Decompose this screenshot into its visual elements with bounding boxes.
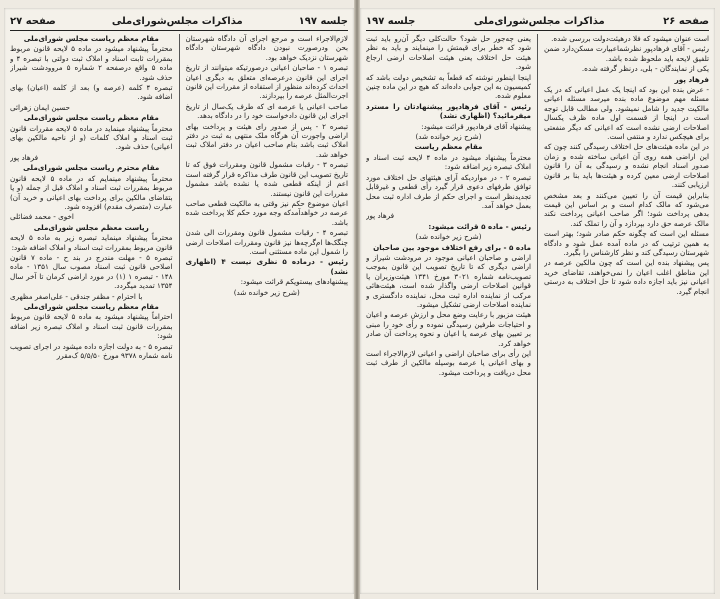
signature: حسین ایمان زهرائی — [10, 102, 70, 112]
left-page-header — [10, 12, 348, 31]
paragraph: تبصره ۴ کلمه (عرصه و) بعد از کلمه (اعیان) بهای اضافه شود. — [10, 83, 173, 102]
letter-heading: مقام محترم ریاست مجلس شورای‌ملی — [23, 163, 160, 173]
column-rule — [179, 34, 180, 590]
paragraph: یعنی چه‌جور حل شود؟ حالت‌کلی دیگر آن‌رو باید ثبت شود که خطر برای قیمتش را مینمایند و باید به نظر هیئت حل اختلاف یعنی هیئت اصلاحات ارضی ارجاع شود. — [366, 34, 531, 72]
right-page-header — [366, 12, 709, 31]
speaker-line: فرهاد پور — [674, 74, 709, 84]
speaker-line: رئیس - ماده ۵ قرائت میشود: — [428, 221, 531, 231]
paragraph: اینجا اینطور نوشته که قطعاً به تشخیص دولت باشد که کمیسیون به این جوابی داده‌اند که هیچ در این ماده چنین معلوم شده. — [366, 72, 531, 101]
signature: اخوی - محمد فضائلی — [10, 212, 74, 222]
letter-heading: مقام معظم ریاست مجلس شورای‌ملی — [23, 301, 159, 311]
reading-note: (شرح زیر خوانده شد) — [233, 287, 300, 297]
paragraph: پس پیشنهاد بنده این است که چون مالکین عرصه در این مناطق اغلب اعیان را نمی‌خواهند، تقاضای خرید اعیانی نیز باید اجازه داده شود تا حل اختلاف به درستی انجام گیرد. — [544, 258, 709, 296]
paragraph: این رأی برای صاحبان اراضی و اعیانی لازم‌الاجراء است و بهای اعیانی یا عرصه بوسیله مالکین از طرف ثبت محل دریافت و پرداخت میشود. — [366, 349, 531, 377]
column — [10, 34, 173, 590]
reading-note: (شرح زیر خوانده شد) — [415, 132, 482, 142]
paragraph: تبصره ۵ - مهلت مندرج در بند ح - ماده ۷ قانون اصلاحی قانون ثبت اسناد مصوب سال ۱۳۵۱ - ماده ۱۴۸ - تبصره ۱ (۱) در مورد اراضی کرمان تا آخر سال ۱۳۵۴ تمدید میگردد. — [10, 252, 173, 291]
paragraph: پیشنهاد آقای فرهادپور قرائت میشود: — [421, 121, 531, 131]
paragraph: پیشنهادهای بیستویکم قرائت میشود: — [240, 277, 348, 287]
session-label: جلسه ۱۹۷ — [298, 15, 348, 27]
left-page-columns — [10, 34, 348, 590]
signature: فرهاد پور — [366, 211, 395, 221]
letter-heading: مقام معظم ریاست — [414, 142, 483, 152]
right-page-columns — [366, 34, 709, 590]
paragraph: تبصره ۳ - رقبات مشمول قانون ومقررات فوق که تا تاریخ تصویب این قانون طرف مذاکره قرار گرفته است اعم از اینکه قطعی شده یا نشده باشد مشمول مقررات این قانون نیستند. — [185, 160, 348, 198]
reading-note: (شرح زیر خوانده شد) — [415, 232, 482, 242]
paragraph: تبصره ۵ - به دولت اجازه داده میشود در اجرای تصویب نامه شماره ۹۳۷۸ مورخ ۵/۵/۵۰ ک‌مقرر — [10, 341, 173, 360]
letter-heading: ریاست معظم مجلس شورای‌ملی — [33, 222, 149, 232]
running-title: مذاکرات مجلس‌شورای‌ملی — [473, 15, 605, 27]
column — [544, 34, 709, 590]
paragraph: مسئله این است که چگونه حکم صادر شود؛ بهتر است به همین ترتیب که در ماده آمده عمل شود و دادگاه شهرستان رسیدگی کند و نظر کارشناس را بگیرد. — [544, 229, 709, 257]
paragraph: محترماً پیشنهاد مینماید در ماده ۵ لایحه مقررات قانون ثبت اسناد و املاک کلمات (و از ناحیه مالکین بهای اعیانی) حذف شود. — [10, 123, 173, 152]
speaker-line: ماده ۵ - برای رفع اختلاف موجود بین صاحبان — [373, 242, 531, 252]
paragraph: رئیس - آقای فرهادپور نظرشماعبیارت مسکن‌دارد ضمن تلفیق لایحه باید ملحوظ شده باشد. — [544, 44, 709, 63]
paragraph: در این ماده هیئت‌های حل اختلاف رسیدگی کنند چون که این اراضی همه روی آن اعیانی ساخته شده و زمان صدور اسناد انجام نشده و رسیدگی به آن را قانون اصلاحات ارضی معین کرده و هیئت‌ها باید بنا بر قانون ارزیابی کنند. — [544, 142, 709, 190]
paragraph: محترماً پیشنهاد مینماید تبصره زیر به ماده ۵ لایحه قانون مربوط بمقررات ثبت اسناد و املاک اضافه شود: — [10, 233, 173, 252]
paragraph: - عرض بنده این بود که اینجا یک عمل اعیانی که در یک مسئله مهم موضوع ماده بنده میرسد مسئله اعیانی مالکیت جدید را شامل نمیشود. ولی مطالب قابل توجه است در اینجا از قسمت اول ماده ظرف یکسال اصلاحات ارضی نشده است که اعیانی که دیگر منفعتی برای هیچکس ندارد و منتفی است. — [544, 85, 709, 142]
letter-heading: مقام معظم ریاست مجلس شورای‌ملی — [23, 113, 159, 123]
signature: فرهاد پور — [10, 152, 39, 162]
paragraph: تبصره ۲ - پس از صدور رای هیئت و پرداخت بهای اراضی واجورت آن هرگاه ملک منتهی به ثبت در دفتر املاک ثبت باشد بنام صاحب اعیان در دفتر املاک ثبت خواهد شد. — [185, 121, 348, 159]
speaker-line: رئیس - آقای فرهادپور پیشنهادتان را مسترد میفرمائید؟ (اظهاری نشد) — [366, 101, 531, 121]
paragraph: است عنوان میشود که فلا درهیئت‌دولت بررسی شده. — [551, 34, 709, 43]
paragraph: صاحب اعیانی یا عرصه ای که طرف یک‌سال از تاریخ اجرای این قانون دادخواست خود را در دادگاه بدهد. — [185, 101, 348, 121]
right-page — [360, 8, 715, 594]
paragraph: لازم‌الاجراء است و مرجع اجرای آن دادگاه شهرستان بحن ودرصورت نبودن دادگاه شهرستان دادگاه شهرستان نزدیک خواهد بود. — [185, 34, 348, 62]
paragraph: محترماً پیشنهاد میشود در ماده ۵ لایحه قانون مربوط بمقررات ثابت اسناد و املاک ثبت دولتی با تبصره ۴ و ماده ۵ واقع درصفحه ۲ شماره ۵ مروودشت شیراز حذف شود. — [10, 44, 173, 82]
column — [366, 34, 531, 590]
column — [186, 34, 349, 590]
signature: با احترام - مظفر جندقی - علی‌اصغر مظهری — [10, 291, 143, 301]
speaker-line: رئیس - درماده ۵ نظری نیست ۴ (اظهاری نشد) — [185, 257, 348, 276]
running-title: مذاکرات مجلس‌شورای‌ملی — [111, 15, 243, 27]
paragraph: تبصره ۱ - صاحبان اعیانی درصورتیکه میتوانند از تاریخ اجرای این قانون درعرصه‌ای متعلق به دیگری اعیان احداث کرده‌اند منظور از استفاده از مقررات این قانون اجرت‌المثل عرصه را بپردازند. — [185, 63, 348, 101]
letter-heading: مقام معظم ریاست مجلس شورای‌ملی — [23, 34, 159, 43]
page-number: صفحه ۲۶ — [663, 15, 709, 27]
paragraph: تبصره ۴ - رقبات مشمول قانون ومقررات الی شدن چنگک‌ها ام‌گرچه‌ها نیز قانون ومقررات اصلاحات ارضی را شمول این ماده مستثنی است. — [185, 228, 348, 256]
paragraph: احتراماً پیشنهاد میشود به ماده ۵ لایحه قانون مربوط بمقررات قانون ثبت اسناد و املاک تبصره زیر اضافه شود: — [10, 312, 173, 341]
paragraph: اعیان موضوع حکم نیز وقتی به مالکیت قطعی صاحب عرصه در خواهدآمدکه وجه مورد حکم کلا پرداخت شده باشد. — [185, 198, 348, 227]
paragraph: تبصره ۲ - در مواردیکه آرای هیئتهای حل اختلاف مورد توافق طرفهای دعوی قرار گیرد رأی قطعی و غیرقابل تجدیدنظر است و اجرای حکم از طرف اداره ثبت محل بعمل خواهد آمد. — [366, 172, 531, 210]
paragraph: اراضی و صاحبان اعیانی موجود در مرودشت شیراز و اراضی دیگری که تا تاریخ تصویب این قانون بموجب تصویب‌نامه شماره ۳۰۲۱ مورخ ۱۳۴۱ هیئت‌وزیران یا قوانین اصلاحات ارضی واگذار شده است، هیئت‌هائی مرکب از نماینده اداره ثبت محل، نماینده دادگستری و نماینده اصلاحات ارضی تشکیل میشود. — [366, 252, 531, 309]
paragraph: محترماً پیشنهاد میشود در ماده ۴ لایحه ثبت اسناد و املاک تبصره زیر اضافه شود: — [366, 152, 531, 172]
paragraph: محترماً پیشنهاد مینمایم که در ماده ۵ لایحه قانون مربوط بمقررات ثبت اسناد و املاک قبل از جمله (و یا بتقاضای مالکین برای پرداخت بهای اعیانی و خرید آن) عبارت (متصرف مقدم) افزوده شود. — [10, 173, 173, 211]
left-page — [4, 8, 354, 594]
paragraph: بنابراین قیمت آن را تعیین می‌کنند و بعد مشخص می‌شود که مالک کدام است و بر اساس این قیمت بدهی پرداخت شود؛ اگر صاحب اعیانی پرداخت نکند مالک عرصه حق دارد بپردازد و آن را تملک کند. — [544, 190, 709, 228]
column-rule — [537, 34, 538, 590]
paragraph: یکی از نمایندگان - بلی، درنظر گرفته شده. — [581, 64, 709, 74]
session-label: جلسه ۱۹۷ — [366, 15, 416, 27]
paragraph: هیئت مزبور با رعایت وضع محل و ارزش عرصه و اعیان و احتیاجات طرفین رسیدگی نموده و رأی خود را مبنی بر تعیین بهای عرصه یا اعیان و نحوه پرداخت آن صادر خواهد کرد. — [366, 310, 531, 348]
page-number: صفحه ۲۷ — [10, 15, 56, 27]
